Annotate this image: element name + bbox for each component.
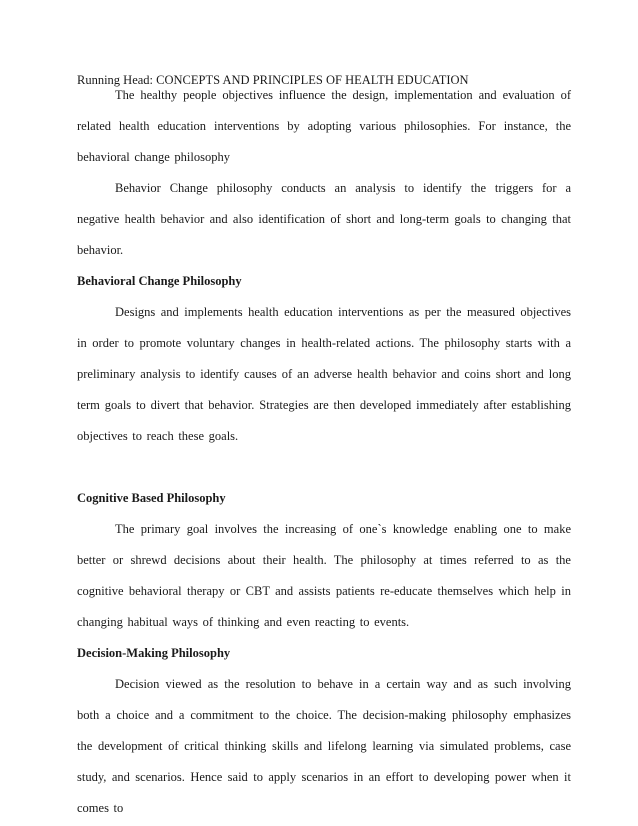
section-paragraph-cognitive-based: The primary goal involves the increasing of one`s knowledge enabling one to make better or shrewd decisions about their health. The philosophy at times referred to as the cognitive behavioral therapy or CBT and assists patients re-educate themselves which help in changing habitual ways of thinking and even reacting to events. bbox=[77, 522, 571, 629]
section-heading-cognitive-based: Cognitive Based Philosophy bbox=[77, 491, 226, 505]
section-paragraph-decision-making: Decision viewed as the resolution to behave in a certain way and as such involving both a choice and a commitment to the choice. The decision-making philosophy emphasizes the development of critical thinking skills and lifelong learning via simulated problems, case study, and scenarios. Hence said to apply scenarios in an effort to developing power when it comes to bbox=[77, 677, 571, 815]
section-paragraph-behavioral-change: Designs and implements health education interventions as per the measured objectives in order to promote voluntary changes in health-related actions. The philosophy starts with a preliminary analysis to identify causes of an adverse health behavior and coins short and long term goals to divert that behavior. Strategies are then developed immediately after establishing objectives to reach these goals. bbox=[77, 305, 571, 443]
running-head: Running Head: CONCEPTS AND PRINCIPLES OF HEALTH EDUCATION bbox=[77, 73, 469, 87]
section-heading-behavioral-change: Behavioral Change Philosophy bbox=[77, 274, 242, 288]
section-heading-decision-making: Decision-Making Philosophy bbox=[77, 646, 231, 660]
intro-paragraph: The healthy people objectives influence the design, implementation and evaluation of related health education interventions by adopting various philosophies. For instance, the behavioral change philosophy bbox=[77, 88, 571, 164]
document-body bbox=[77, 88, 571, 824]
section-spacer bbox=[77, 452, 571, 483]
behavior-change-paragraph: Behavior Change philosophy conducts an analysis to identify the triggers for a negative health behavior and also identification of short and long-term goals to changing that behavior. bbox=[77, 181, 571, 257]
